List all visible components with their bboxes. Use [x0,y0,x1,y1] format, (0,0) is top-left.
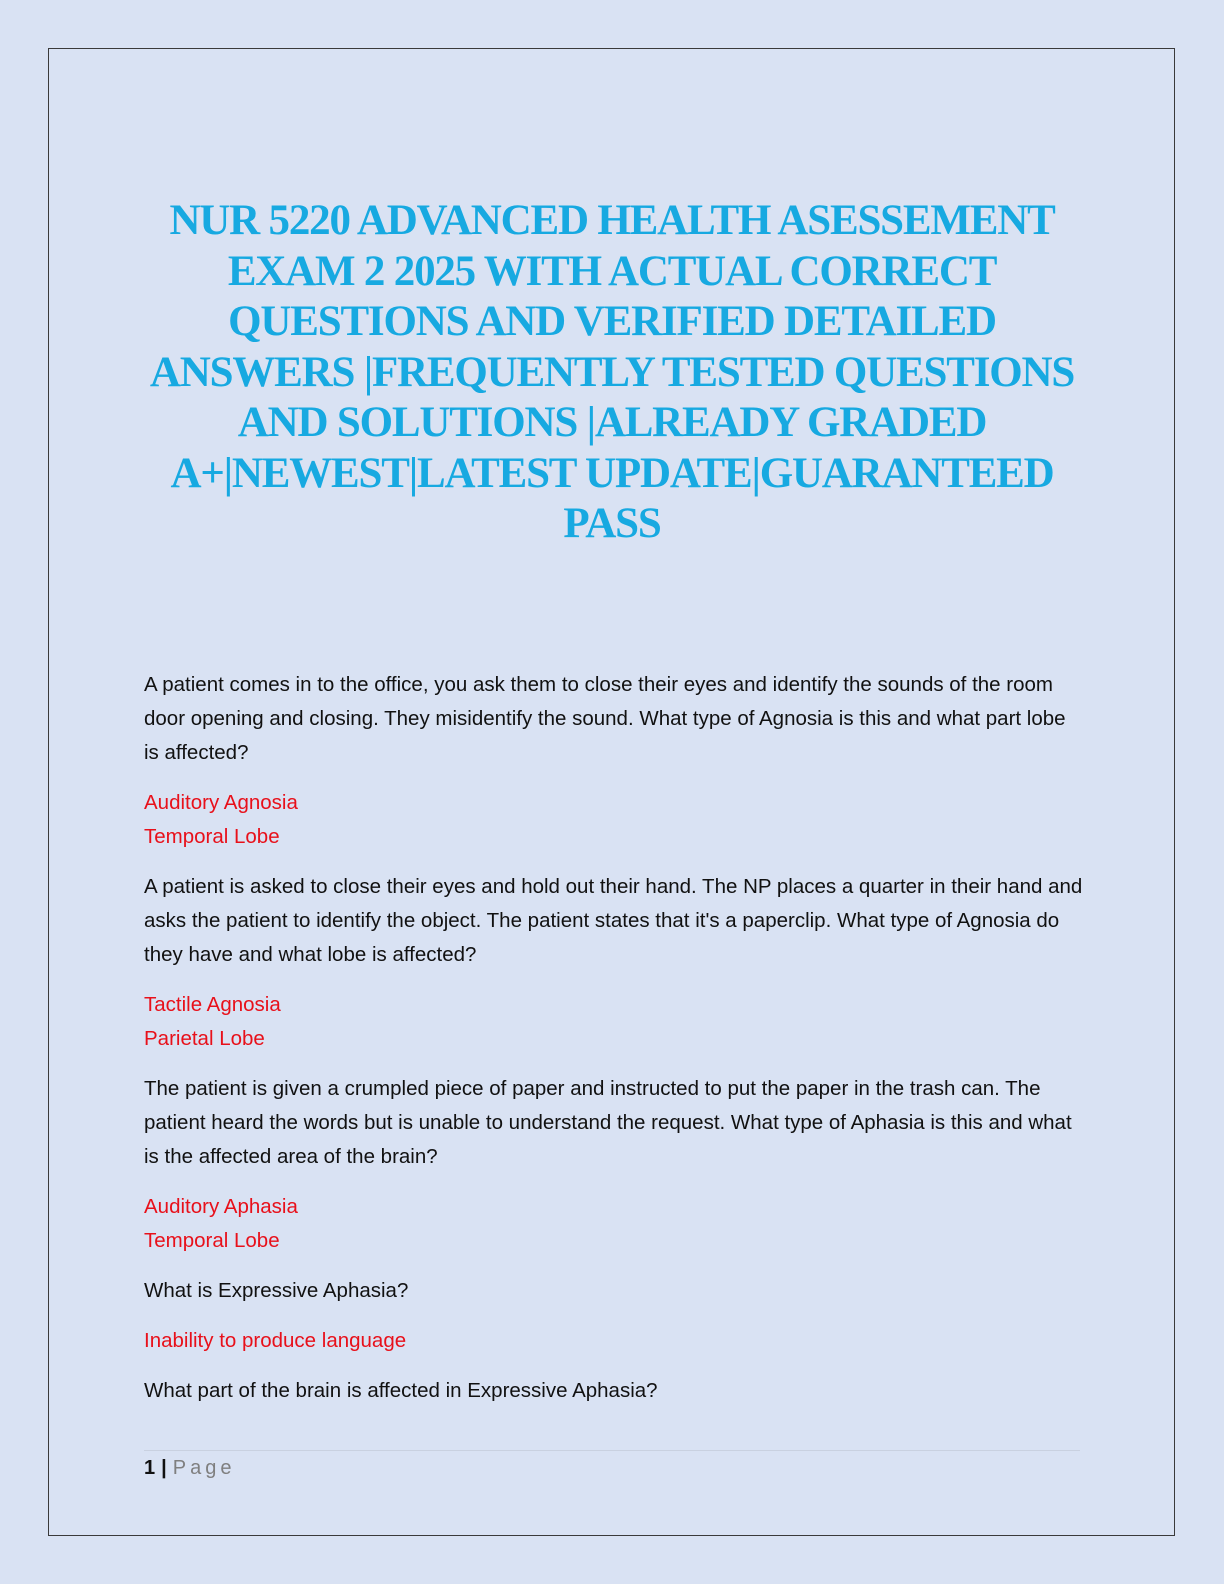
question-5: What part of the brain is affected in Expressive Aphasia? [144,1379,658,1402]
answer-2-b: Parietal Lobe [144,1027,265,1050]
answer-block-4 [144,1324,1084,1358]
answer-4-a: Inability to produce language [144,1329,407,1352]
answer-block-2 [144,988,1084,1056]
question-3: The patient is given a crumpled piece of paper and instructed to put the paper in the trash can. The patient heard the words but is unable to understand the request. What type of Aphasia is this and what is the affected area of the brain? [144,1077,1072,1168]
answer-block-3 [144,1190,1084,1258]
answer-3-b: Temporal Lobe [144,1229,280,1252]
answer-2-a: Tactile Agnosia [144,993,281,1016]
page-number: 1 [144,1457,156,1479]
document-title: NUR 5220 ADVANCED HEALTH ASESSEMENT EXAM 2 2025 WITH ACTUAL CORRECT QUESTIONS AND VERIFIED DETAILED ANSWERS |FREQUENTLY TESTED QUESTIONS AND SOLUTIONS |ALREADY GRADED A+|NEWEST|LATEST UPDATE|GUARANTEED PASS [149,197,1075,547]
footer-divider [144,1450,1080,1451]
question-1: A patient comes in to the office, you ask them to close their eyes and identify the sounds of the room door opening and closing. They misidentify the sound. What type of Agnosia is this and what part lobe is affected? [144,673,1066,764]
footer-separator: | [161,1457,167,1479]
question-4: What is Expressive Aphasia? [144,1279,409,1302]
answer-block-1 [144,786,1084,854]
answer-1-a: Auditory Agnosia [144,791,298,814]
page-footer [144,1454,235,1482]
question-2: A patient is asked to close their eyes and hold out their hand. The NP places a quarter in their hand and asks the patient to identify the object. The patient states that it's a paperclip. What type of Agnosia do they have and what lobe is affected? [144,875,1083,966]
page-label: Page [172,1457,236,1479]
qa-content [144,668,1084,1424]
answer-1-b: Temporal Lobe [144,825,280,848]
answer-3-a: Auditory Aphasia [144,1195,298,1218]
